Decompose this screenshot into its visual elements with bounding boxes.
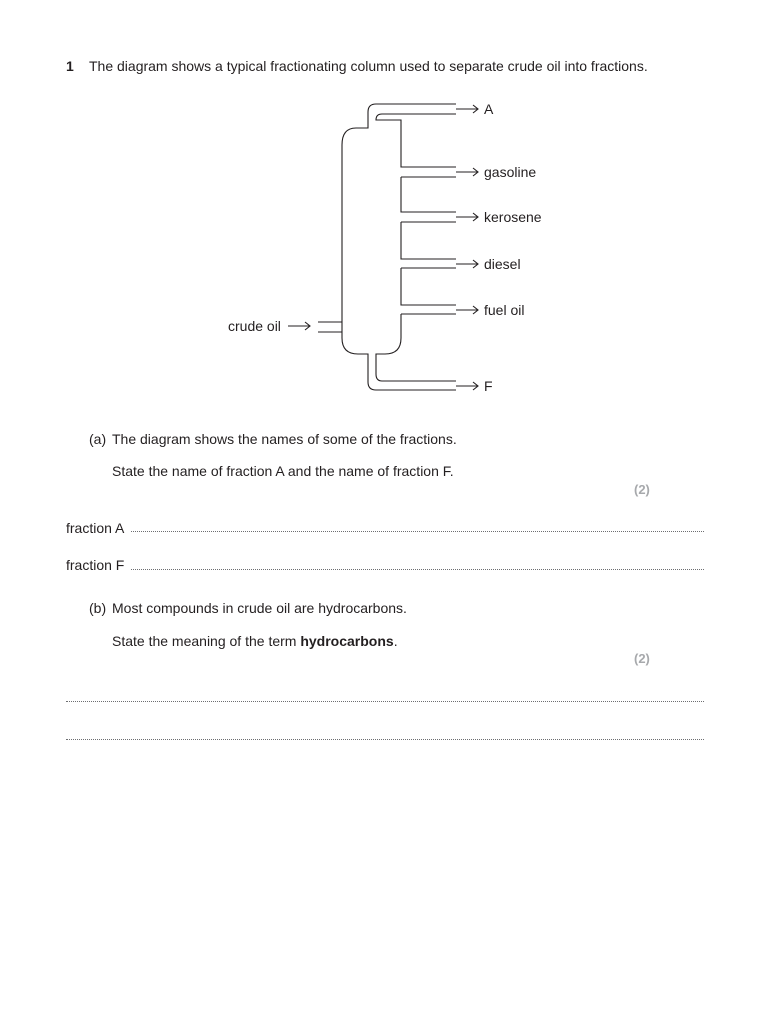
part-a-line1: The diagram shows the names of some of the fractions.	[112, 431, 457, 447]
part-b-line1: Most compounds in crude oil are hydrocarbons.	[112, 600, 407, 616]
part-b-label: (b)	[89, 600, 107, 616]
part-b-line2	[112, 633, 398, 649]
fractionating-column-diagram	[0, 0, 768, 420]
label-kerosene: kerosene	[484, 209, 542, 225]
label-gasoline: gasoline	[484, 164, 537, 180]
question-intro: The diagram shows a typical fractionating column used to separate crude oil into fractions.	[89, 58, 648, 74]
part-a-marks: (2)	[634, 482, 650, 497]
fraction-a-answer-line[interactable]	[131, 531, 704, 532]
arrow-gasoline	[456, 168, 478, 176]
fraction-f-label: fraction F	[66, 557, 125, 573]
arrow-fuel-oil	[456, 306, 478, 314]
question-number: 1	[66, 58, 74, 74]
arrow-diesel	[456, 260, 478, 268]
part-b-line2-suffix: .	[393, 633, 398, 649]
arrow-f	[456, 382, 478, 390]
arrow-crude-oil	[288, 322, 310, 330]
part-b-marks: (2)	[634, 651, 650, 666]
label-crude-oil: crude oil	[228, 318, 281, 334]
term-hydrocarbons: hydrocarbons	[300, 633, 394, 649]
fraction-a-label: fraction A	[66, 520, 125, 536]
part-b-line2-prefix: State the meaning of the term	[112, 633, 301, 649]
fraction-f-answer-line[interactable]	[131, 569, 704, 570]
part-b-answer-line-2[interactable]	[66, 739, 704, 740]
part-b-answer-line-1[interactable]	[66, 701, 704, 702]
part-a-label: (a)	[89, 431, 107, 447]
arrow-kerosene	[456, 213, 478, 221]
label-fraction-a: A	[484, 101, 494, 117]
arrow-a	[456, 105, 478, 113]
column-body	[342, 104, 456, 147]
part-a-line2: State the name of fraction A and the name of fraction F.	[112, 463, 454, 479]
label-fraction-f: F	[484, 378, 493, 394]
label-diesel: diesel	[484, 256, 521, 272]
label-fuel-oil: fuel oil	[484, 302, 525, 318]
